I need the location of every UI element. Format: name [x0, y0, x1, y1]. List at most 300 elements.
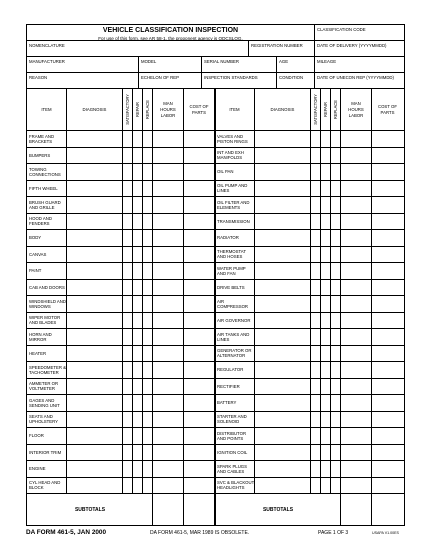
satisfactory-cell[interactable]	[123, 280, 133, 296]
cost-of-parts-cell[interactable]	[372, 197, 403, 213]
replace-cell[interactable]	[143, 214, 153, 230]
reason-field[interactable]	[27, 73, 139, 88]
satisfactory-cell[interactable]	[123, 445, 133, 461]
repair-cell[interactable]	[133, 346, 143, 362]
man-hours-labor-cell[interactable]	[153, 428, 184, 444]
cost-of-parts-cell[interactable]	[372, 313, 403, 329]
repair-cell[interactable]	[321, 379, 331, 395]
satisfactory-cell[interactable]	[311, 263, 321, 279]
item-name: AIR GOVERNOR	[217, 317, 251, 323]
satisfactory-cell[interactable]	[123, 296, 133, 312]
man-hours-labor-cell[interactable]	[153, 164, 184, 180]
man-hours-labor-cell[interactable]	[341, 131, 372, 147]
man-hours-labor-cell[interactable]	[341, 263, 372, 279]
cost-of-parts-cell[interactable]	[372, 412, 403, 428]
replace-cell[interactable]	[331, 346, 341, 362]
man-hours-labor-cell[interactable]	[341, 247, 372, 263]
man-hours-labor-cell[interactable]	[341, 329, 372, 345]
repair-cell[interactable]	[321, 412, 331, 428]
repair-cell[interactable]	[321, 214, 331, 230]
version-label: USAPA V1.00ES	[372, 531, 399, 535]
diagnosis-cell[interactable]	[255, 461, 311, 477]
replace-cell[interactable]	[331, 181, 341, 197]
replace-cell[interactable]	[143, 379, 153, 395]
repair-cell[interactable]	[321, 329, 331, 345]
satisfactory-cell[interactable]	[123, 197, 133, 213]
date-of-unecon-rep-label: DATE OF UNECON REP (YYYYMMDD)	[317, 75, 394, 80]
cost-of-parts-cell[interactable]	[184, 445, 215, 461]
item-name: STARTER AND SOLENOID	[217, 414, 247, 425]
cost-of-parts-cell[interactable]	[184, 313, 215, 329]
man-hours-labor-cell[interactable]	[341, 181, 372, 197]
cost-of-parts-cell[interactable]	[372, 379, 403, 395]
classification-code-field[interactable]	[315, 25, 404, 40]
man-hours-labor-cell[interactable]	[341, 346, 372, 362]
man-hours-labor-cell[interactable]	[341, 164, 372, 180]
satisfactory-cell[interactable]	[311, 280, 321, 296]
satisfactory-cell[interactable]	[311, 197, 321, 213]
man-hours-labor-cell[interactable]	[153, 247, 184, 263]
man-hours-labor-cell[interactable]	[341, 214, 372, 230]
replace-cell[interactable]	[331, 280, 341, 296]
man-hours-labor-cell[interactable]	[341, 478, 372, 494]
header-replace-label: REPLACE	[332, 99, 338, 120]
diagnosis-cell[interactable]	[67, 379, 123, 395]
man-hours-labor-cell[interactable]	[153, 197, 184, 213]
cost-of-parts-cell[interactable]	[372, 280, 403, 296]
diagnosis-cell[interactable]	[67, 263, 123, 279]
diagnosis-cell[interactable]	[67, 362, 123, 378]
cost-of-parts-cell[interactable]	[184, 148, 215, 164]
satisfactory-cell[interactable]	[311, 478, 321, 494]
diagnosis-cell[interactable]	[255, 346, 311, 362]
repair-cell[interactable]	[321, 131, 331, 147]
subtotal-cost-of-parts-cell[interactable]	[184, 494, 215, 525]
diagnosis-cell[interactable]	[67, 280, 123, 296]
repair-cell[interactable]	[321, 197, 331, 213]
replace-cell[interactable]	[331, 247, 341, 263]
diagnosis-cell[interactable]	[67, 313, 123, 329]
repair-cell[interactable]	[321, 230, 331, 246]
condition-field[interactable]	[277, 73, 315, 88]
item-name: ENGINE	[29, 466, 46, 472]
repair-cell[interactable]	[133, 214, 143, 230]
repair-cell[interactable]	[321, 247, 331, 263]
satisfactory-cell[interactable]	[123, 329, 133, 345]
cost-of-parts-cell[interactable]	[372, 131, 403, 147]
cost-of-parts-cell[interactable]	[372, 346, 403, 362]
repair-cell[interactable]	[321, 395, 331, 411]
repair-cell[interactable]	[321, 263, 331, 279]
replace-cell[interactable]	[331, 131, 341, 147]
satisfactory-cell[interactable]	[311, 329, 321, 345]
cost-of-parts-cell[interactable]	[372, 230, 403, 246]
cost-of-parts-cell[interactable]	[372, 247, 403, 263]
satisfactory-cell[interactable]	[123, 247, 133, 263]
diagnosis-cell[interactable]	[255, 164, 311, 180]
manufacturer-field[interactable]	[27, 57, 139, 72]
diagnosis-cell[interactable]	[67, 197, 123, 213]
man-hours-labor-cell[interactable]	[341, 412, 372, 428]
replace-cell[interactable]	[331, 214, 341, 230]
cost-of-parts-cell[interactable]	[184, 379, 215, 395]
man-hours-labor-cell[interactable]	[341, 197, 372, 213]
item-name: HORN AND MIRROR	[29, 331, 52, 342]
satisfactory-cell[interactable]	[311, 346, 321, 362]
repair-cell[interactable]	[321, 478, 331, 494]
satisfactory-cell[interactable]	[311, 461, 321, 477]
man-hours-labor-cell[interactable]	[341, 445, 372, 461]
replace-cell[interactable]	[143, 148, 153, 164]
repair-cell[interactable]	[321, 164, 331, 180]
replace-cell[interactable]	[143, 412, 153, 428]
cost-of-parts-cell[interactable]	[372, 362, 403, 378]
repair-cell[interactable]	[133, 197, 143, 213]
cost-of-parts-cell[interactable]	[372, 461, 403, 477]
replace-cell[interactable]	[331, 164, 341, 180]
cost-of-parts-cell[interactable]	[372, 181, 403, 197]
man-hours-labor-cell[interactable]	[153, 148, 184, 164]
replace-cell[interactable]	[143, 428, 153, 444]
serial-number-field[interactable]	[202, 57, 277, 72]
replace-cell[interactable]	[143, 247, 153, 263]
cost-of-parts-cell[interactable]	[184, 478, 215, 494]
replace-cell[interactable]	[331, 230, 341, 246]
replace-cell[interactable]	[143, 362, 153, 378]
cost-of-parts-cell[interactable]	[372, 478, 403, 494]
satisfactory-cell[interactable]	[123, 478, 133, 494]
satisfactory-cell[interactable]	[311, 379, 321, 395]
cost-of-parts-cell[interactable]	[184, 230, 215, 246]
obsolete-notice: DA FORM 461-5, MAR 1989 IS OBSOLETE.	[150, 530, 250, 536]
satisfactory-cell[interactable]	[311, 412, 321, 428]
cost-of-parts-cell[interactable]	[184, 329, 215, 345]
diagnosis-cell[interactable]	[67, 164, 123, 180]
satisfactory-cell[interactable]	[123, 346, 133, 362]
replace-cell[interactable]	[331, 445, 341, 461]
replace-cell[interactable]	[143, 395, 153, 411]
satisfactory-cell[interactable]	[123, 131, 133, 147]
item-name: GENERATOR OR ALTERNATOR	[217, 348, 252, 359]
replace-cell[interactable]	[143, 296, 153, 312]
diagnosis-cell[interactable]	[67, 181, 123, 197]
registration-number-field[interactable]	[249, 41, 315, 56]
cost-of-parts-cell[interactable]	[184, 263, 215, 279]
diagnosis-cell[interactable]	[255, 148, 311, 164]
satisfactory-cell[interactable]	[311, 362, 321, 378]
subtotal-man-hours-labor-cell[interactable]	[153, 494, 184, 525]
satisfactory-cell[interactable]	[311, 296, 321, 312]
inspection-standards-field[interactable]	[202, 73, 277, 88]
satisfactory-cell[interactable]	[123, 214, 133, 230]
diagnosis-cell[interactable]	[255, 395, 311, 411]
man-hours-labor-cell[interactable]	[153, 230, 184, 246]
repair-cell[interactable]	[321, 296, 331, 312]
item-name: IGNITION COIL	[217, 449, 248, 455]
repair-cell[interactable]	[133, 461, 143, 477]
man-hours-labor-cell[interactable]	[341, 230, 372, 246]
satisfactory-cell[interactable]	[311, 445, 321, 461]
man-hours-labor-cell[interactable]	[153, 478, 184, 494]
man-hours-labor-cell[interactable]	[153, 131, 184, 147]
replace-cell[interactable]	[331, 395, 341, 411]
replace-cell[interactable]	[331, 263, 341, 279]
diagnosis-cell[interactable]	[67, 214, 123, 230]
cost-of-parts-cell[interactable]	[372, 148, 403, 164]
man-hours-labor-cell[interactable]	[153, 280, 184, 296]
diagnosis-cell[interactable]	[67, 395, 123, 411]
item-name: BUMPERS	[29, 152, 51, 158]
cost-of-parts-cell[interactable]	[372, 164, 403, 180]
satisfactory-cell[interactable]	[311, 164, 321, 180]
diagnosis-cell[interactable]	[67, 329, 123, 345]
diagnosis-cell[interactable]	[255, 280, 311, 296]
cost-of-parts-cell[interactable]	[372, 445, 403, 461]
satisfactory-cell[interactable]	[123, 263, 133, 279]
diagnosis-cell[interactable]	[255, 296, 311, 312]
replace-cell[interactable]	[143, 181, 153, 197]
replace-cell[interactable]	[143, 197, 153, 213]
diagnosis-cell[interactable]	[255, 362, 311, 378]
replace-cell[interactable]	[143, 461, 153, 477]
cost-of-parts-cell[interactable]	[184, 296, 215, 312]
echelon-of-rep-field[interactable]	[139, 73, 202, 88]
repair-cell[interactable]	[133, 478, 143, 494]
cost-of-parts-cell[interactable]	[372, 428, 403, 444]
satisfactory-cell[interactable]	[311, 313, 321, 329]
header-item-label: ITEM	[41, 106, 52, 112]
satisfactory-cell[interactable]	[123, 412, 133, 428]
replace-cell[interactable]	[331, 197, 341, 213]
age-field[interactable]	[277, 57, 315, 72]
repair-cell[interactable]	[133, 313, 143, 329]
repair-cell[interactable]	[133, 428, 143, 444]
diagnosis-cell[interactable]	[67, 445, 123, 461]
repair-cell[interactable]	[321, 445, 331, 461]
repair-cell[interactable]	[133, 230, 143, 246]
date-of-unecon-rep-field[interactable]	[315, 73, 404, 88]
repair-cell[interactable]	[321, 346, 331, 362]
man-hours-labor-cell[interactable]	[341, 313, 372, 329]
replace-cell[interactable]	[331, 461, 341, 477]
satisfactory-cell[interactable]	[123, 461, 133, 477]
man-hours-labor-cell[interactable]	[341, 379, 372, 395]
replace-cell[interactable]	[331, 379, 341, 395]
replace-cell[interactable]	[331, 412, 341, 428]
man-hours-labor-cell[interactable]	[341, 280, 372, 296]
subtotal-man-hours-labor-cell[interactable]	[341, 494, 372, 525]
cost-of-parts-cell[interactable]	[184, 181, 215, 197]
item-name: WATER PUMP AND FAN	[217, 265, 246, 276]
diagnosis-cell[interactable]	[67, 148, 123, 164]
reason-label: REASON	[29, 75, 48, 80]
mileage-label: MILEAGE	[317, 59, 337, 64]
repair-cell[interactable]	[133, 181, 143, 197]
satisfactory-cell[interactable]	[123, 181, 133, 197]
cost-of-parts-cell[interactable]	[372, 214, 403, 230]
replace-cell[interactable]	[331, 296, 341, 312]
repair-cell[interactable]	[133, 379, 143, 395]
diagnosis-cell[interactable]	[67, 412, 123, 428]
diagnosis-cell[interactable]	[255, 379, 311, 395]
diagnosis-cell[interactable]	[255, 214, 311, 230]
replace-cell[interactable]	[143, 131, 153, 147]
cost-of-parts-cell[interactable]	[372, 329, 403, 345]
repair-cell[interactable]	[133, 247, 143, 263]
man-hours-labor-cell[interactable]	[153, 329, 184, 345]
replace-cell[interactable]	[331, 329, 341, 345]
header-replace-label: REPLACE	[144, 99, 150, 120]
cost-of-parts-cell[interactable]	[372, 263, 403, 279]
repair-cell[interactable]	[133, 445, 143, 461]
cost-of-parts-cell[interactable]	[184, 428, 215, 444]
satisfactory-cell[interactable]	[123, 313, 133, 329]
repair-cell[interactable]	[321, 181, 331, 197]
replace-cell[interactable]	[143, 164, 153, 180]
diagnosis-cell[interactable]	[255, 263, 311, 279]
diagnosis-cell[interactable]	[67, 428, 123, 444]
satisfactory-cell[interactable]	[311, 148, 321, 164]
repair-cell[interactable]	[133, 329, 143, 345]
man-hours-labor-cell[interactable]	[153, 346, 184, 362]
cost-of-parts-cell[interactable]	[184, 362, 215, 378]
diagnosis-cell[interactable]	[67, 346, 123, 362]
satisfactory-cell[interactable]	[311, 428, 321, 444]
repair-cell[interactable]	[133, 263, 143, 279]
replace-cell[interactable]	[331, 148, 341, 164]
subtotal-cost-of-parts-cell[interactable]	[372, 494, 403, 525]
cost-of-parts-cell[interactable]	[184, 214, 215, 230]
repair-cell[interactable]	[321, 428, 331, 444]
repair-cell[interactable]	[133, 395, 143, 411]
repair-cell[interactable]	[133, 131, 143, 147]
diagnosis-cell[interactable]	[67, 461, 123, 477]
nomenclature-field[interactable]	[27, 41, 249, 56]
man-hours-labor-cell[interactable]	[153, 412, 184, 428]
repair-cell[interactable]	[321, 148, 331, 164]
diagnosis-cell[interactable]	[255, 478, 311, 494]
cost-of-parts-cell[interactable]	[184, 412, 215, 428]
header-man-hours-labor	[153, 89, 184, 130]
satisfactory-cell[interactable]	[311, 230, 321, 246]
man-hours-labor-cell[interactable]	[341, 461, 372, 477]
replace-cell[interactable]	[143, 445, 153, 461]
satisfactory-cell[interactable]	[311, 247, 321, 263]
man-hours-labor-cell[interactable]	[153, 313, 184, 329]
man-hours-labor-cell[interactable]	[153, 379, 184, 395]
satisfactory-cell[interactable]	[123, 230, 133, 246]
repair-cell[interactable]	[133, 362, 143, 378]
diagnosis-cell[interactable]	[67, 478, 123, 494]
satisfactory-cell[interactable]	[123, 148, 133, 164]
man-hours-labor-cell[interactable]	[341, 148, 372, 164]
replace-cell[interactable]	[331, 313, 341, 329]
replace-cell[interactable]	[331, 428, 341, 444]
cost-of-parts-cell[interactable]	[184, 197, 215, 213]
man-hours-labor-cell[interactable]	[153, 296, 184, 312]
man-hours-labor-cell[interactable]	[153, 181, 184, 197]
replace-cell[interactable]	[143, 346, 153, 362]
repair-cell[interactable]	[133, 280, 143, 296]
satisfactory-cell[interactable]	[123, 395, 133, 411]
satisfactory-cell[interactable]	[123, 362, 133, 378]
man-hours-labor-cell[interactable]	[153, 214, 184, 230]
diagnosis-cell[interactable]	[255, 247, 311, 263]
cost-of-parts-cell[interactable]	[184, 131, 215, 147]
satisfactory-cell[interactable]	[311, 214, 321, 230]
man-hours-labor-cell[interactable]	[341, 296, 372, 312]
man-hours-labor-cell[interactable]	[153, 395, 184, 411]
replace-cell[interactable]	[143, 280, 153, 296]
diagnosis-cell[interactable]	[255, 197, 311, 213]
mileage-field[interactable]	[315, 57, 404, 72]
header-diagnosis-label: DIAGNOSIS	[270, 106, 295, 112]
man-hours-labor-cell[interactable]	[341, 395, 372, 411]
satisfactory-cell[interactable]	[311, 395, 321, 411]
man-hours-labor-cell[interactable]	[153, 461, 184, 477]
cost-of-parts-cell[interactable]	[184, 280, 215, 296]
repair-cell[interactable]	[133, 296, 143, 312]
satisfactory-cell[interactable]	[311, 131, 321, 147]
satisfactory-cell[interactable]	[123, 164, 133, 180]
diagnosis-cell[interactable]	[67, 296, 123, 312]
satisfactory-cell[interactable]	[123, 379, 133, 395]
repair-cell[interactable]	[321, 280, 331, 296]
satisfactory-cell[interactable]	[311, 181, 321, 197]
man-hours-labor-cell[interactable]	[153, 445, 184, 461]
diagnosis-cell[interactable]	[255, 329, 311, 345]
satisfactory-cell[interactable]	[123, 428, 133, 444]
cost-of-parts-cell[interactable]	[184, 247, 215, 263]
cost-of-parts-cell[interactable]	[184, 461, 215, 477]
diagnosis-cell[interactable]	[67, 131, 123, 147]
diagnosis-cell[interactable]	[255, 131, 311, 147]
replace-cell[interactable]	[143, 478, 153, 494]
diagnosis-cell[interactable]	[255, 412, 311, 428]
replace-cell[interactable]	[143, 313, 153, 329]
cost-of-parts-cell[interactable]	[184, 346, 215, 362]
replace-cell[interactable]	[143, 263, 153, 279]
diagnosis-cell[interactable]	[67, 230, 123, 246]
repair-cell[interactable]	[133, 148, 143, 164]
cost-of-parts-cell[interactable]	[372, 296, 403, 312]
man-hours-labor-cell[interactable]	[341, 362, 372, 378]
repair-cell[interactable]	[133, 164, 143, 180]
repair-cell[interactable]	[321, 362, 331, 378]
man-hours-labor-cell[interactable]	[153, 263, 184, 279]
diagnosis-cell[interactable]	[255, 313, 311, 329]
repair-cell[interactable]	[321, 313, 331, 329]
repair-cell[interactable]	[133, 412, 143, 428]
cost-of-parts-cell[interactable]	[184, 164, 215, 180]
repair-cell[interactable]	[321, 461, 331, 477]
cost-of-parts-cell[interactable]	[372, 395, 403, 411]
diagnosis-cell[interactable]	[67, 247, 123, 263]
diagnosis-cell[interactable]	[255, 181, 311, 197]
model-field[interactable]	[139, 57, 202, 72]
diagnosis-cell[interactable]	[255, 428, 311, 444]
replace-cell[interactable]	[331, 478, 341, 494]
man-hours-labor-cell[interactable]	[341, 428, 372, 444]
cost-of-parts-cell[interactable]	[184, 395, 215, 411]
replace-cell[interactable]	[143, 230, 153, 246]
replace-cell[interactable]	[143, 329, 153, 345]
man-hours-labor-cell[interactable]	[153, 362, 184, 378]
date-of-delivery-field[interactable]	[315, 41, 404, 56]
diagnosis-cell[interactable]	[255, 445, 311, 461]
diagnosis-cell[interactable]	[255, 230, 311, 246]
replace-cell[interactable]	[331, 362, 341, 378]
